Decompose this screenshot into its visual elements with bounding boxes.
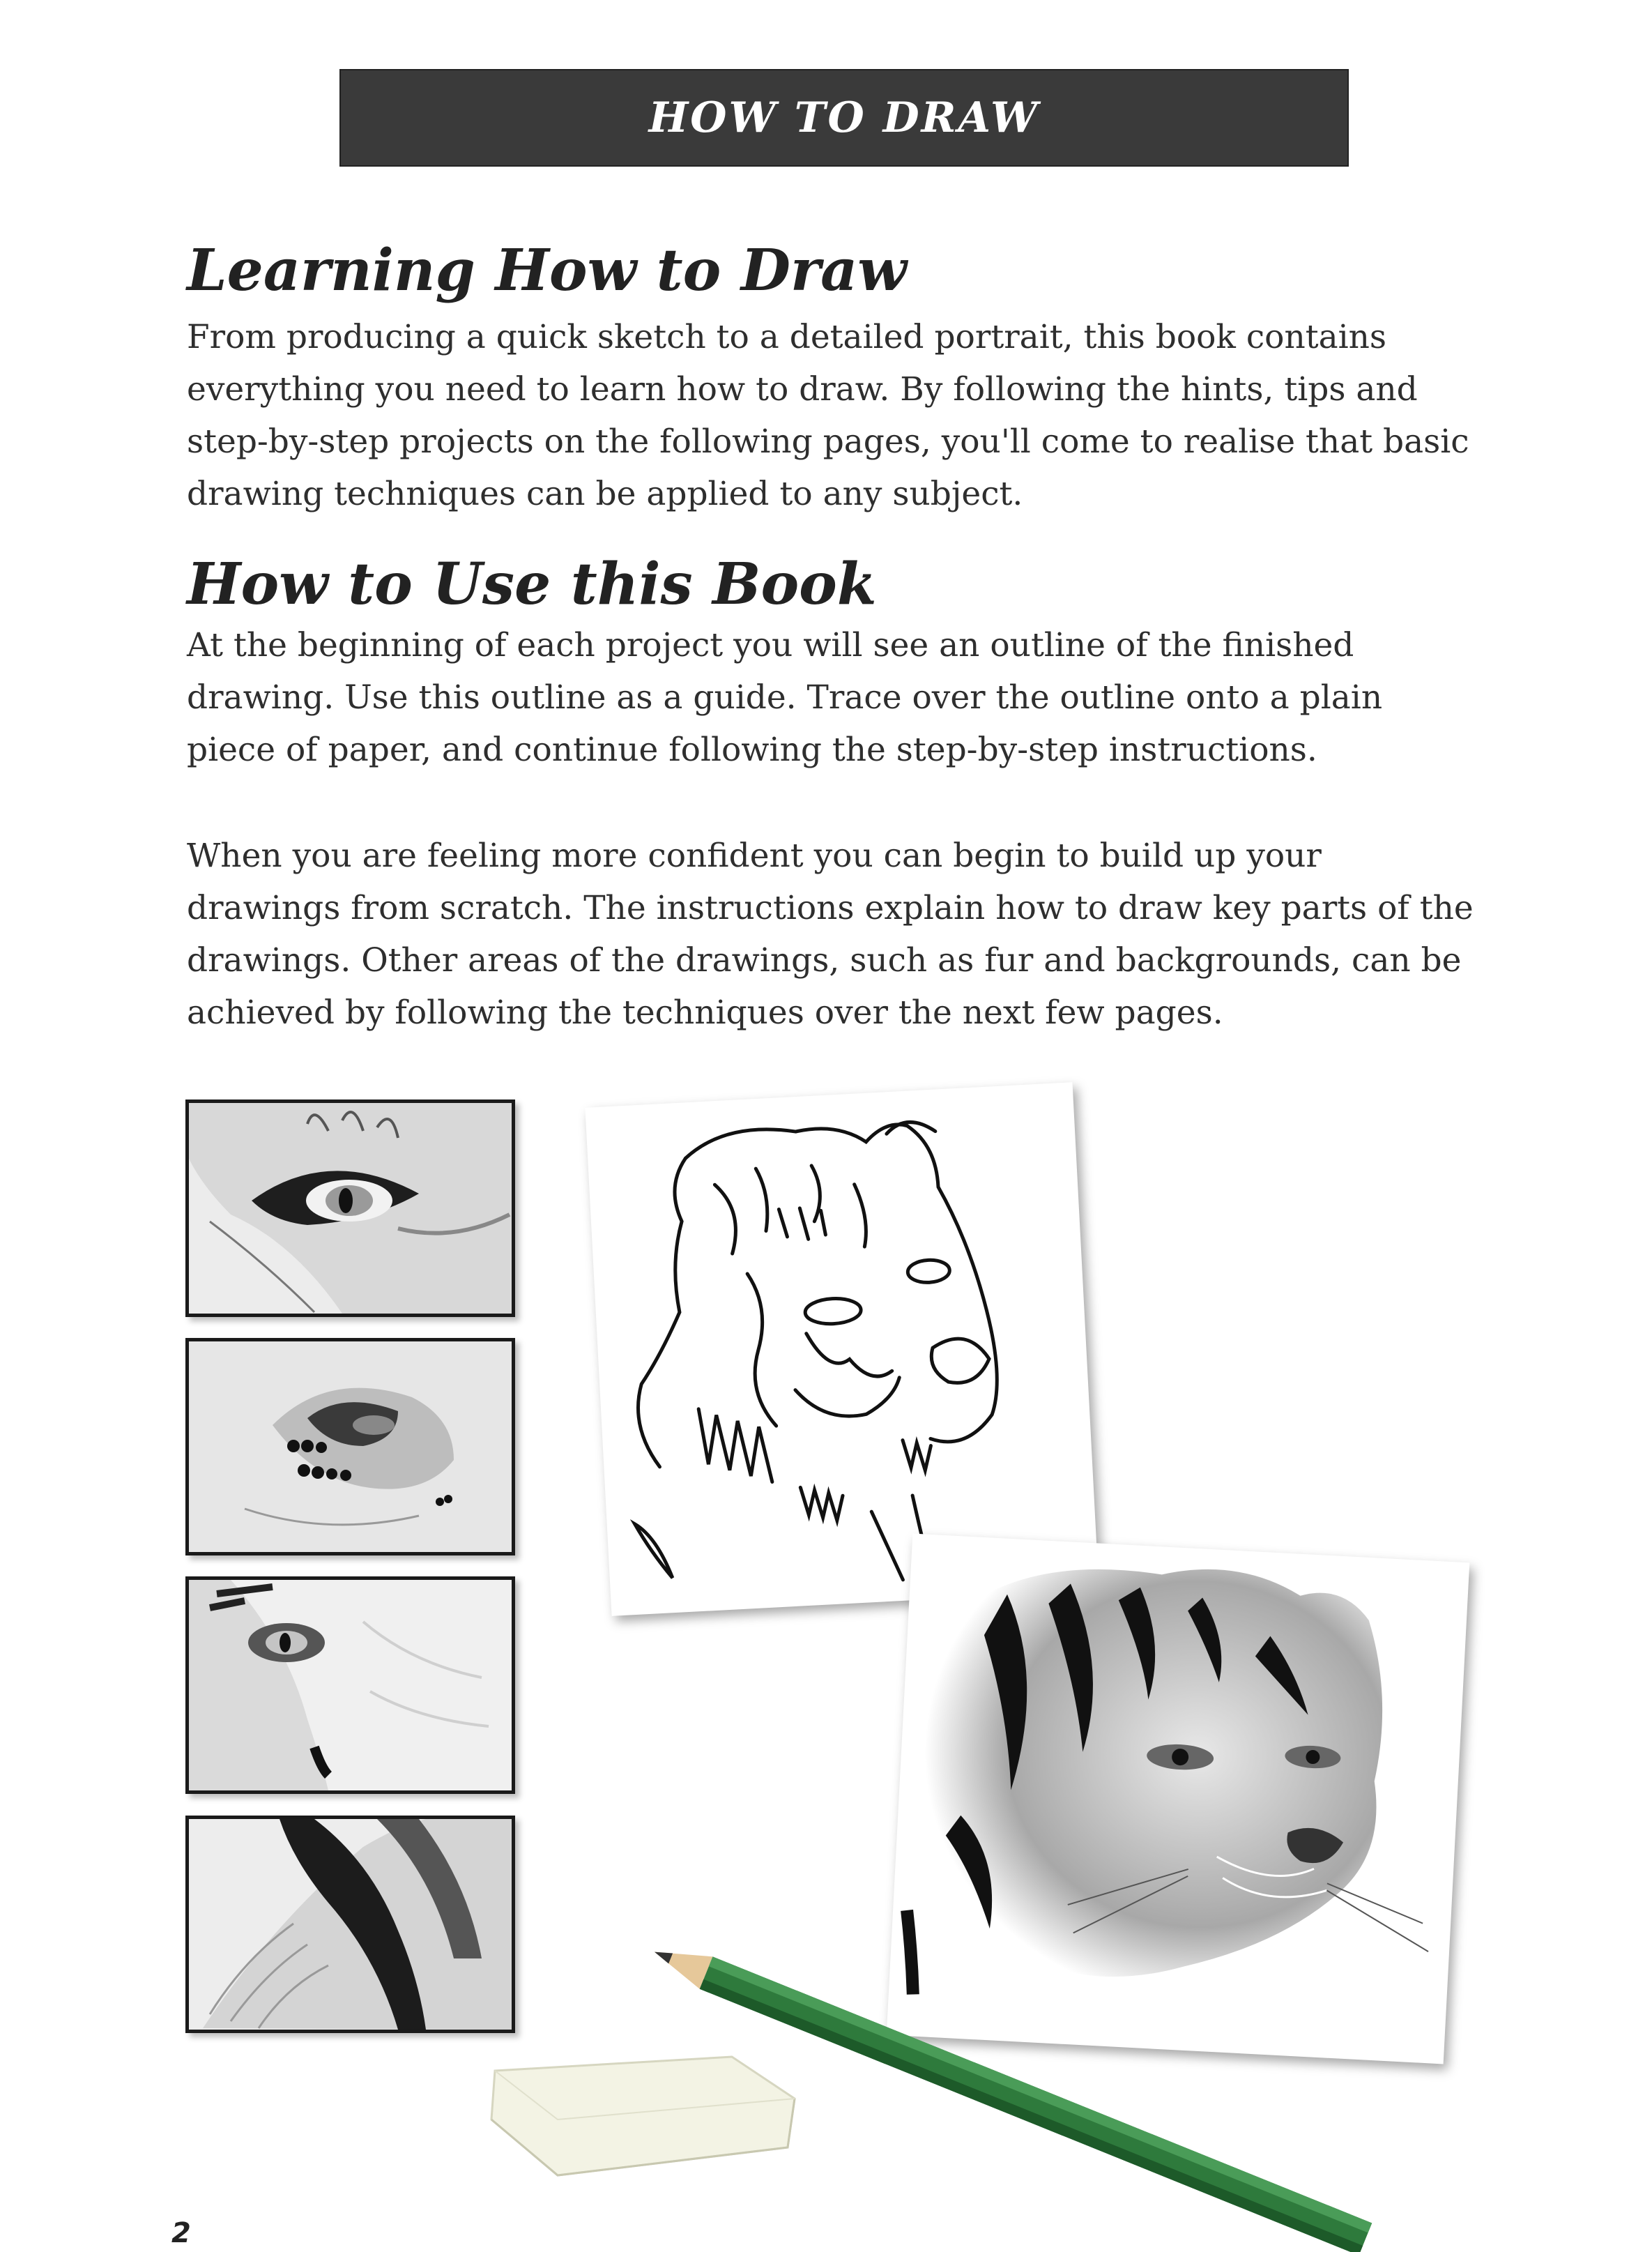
paragraph-confidence: When you are feeling more confident you can begin to build up your drawings from scratch. The instructions explain how to draw key parts of the drawings. Other areas of the drawings, such as fur and backgrounds, can be achieved by following the techniques over the next few pages. bbox=[187, 837, 1474, 1032]
tiger-nose-detail-image bbox=[189, 1341, 512, 1552]
tiger-outline-drawing bbox=[585, 1082, 1099, 1616]
paragraph-how-to-use: At the beginning of each project you will see an outline of the finished drawing. Use this outline as a guide. Trace over the outline onto a plain piece of paper, and continue following the step-by-step instructions. bbox=[187, 626, 1383, 769]
tiger-fur-detail-image bbox=[189, 1819, 512, 2030]
tiger-outline-sheet bbox=[585, 1082, 1099, 1616]
tiger-fur-detail-panel bbox=[185, 1816, 515, 2033]
pencil-icon bbox=[599, 1931, 1401, 2252]
heading-learning: Learning How to Draw bbox=[187, 237, 907, 304]
tiger-eye-closeup-image bbox=[189, 1580, 512, 1790]
banner-title: HOW TO DRAW bbox=[648, 93, 1040, 142]
page-number: 2 bbox=[171, 2217, 191, 2249]
header-banner bbox=[339, 69, 1349, 167]
tiger-eye-detail-panel bbox=[185, 1100, 515, 1317]
paragraph-learning: From producing a quick sketch to a detailed portrait, this book contains everything you need to learn how to draw. By following the hints, tips and step-by-step projects on the following pages, you'll come to realise that basic drawing techniques can be applied to any subject. bbox=[187, 318, 1469, 513]
tiger-eye-closeup-panel bbox=[185, 1576, 515, 1794]
tiger-eye-detail-image bbox=[189, 1103, 512, 1314]
heading-how-to-use: How to Use this Book bbox=[187, 551, 877, 618]
tiger-nose-detail-panel bbox=[185, 1338, 515, 1555]
